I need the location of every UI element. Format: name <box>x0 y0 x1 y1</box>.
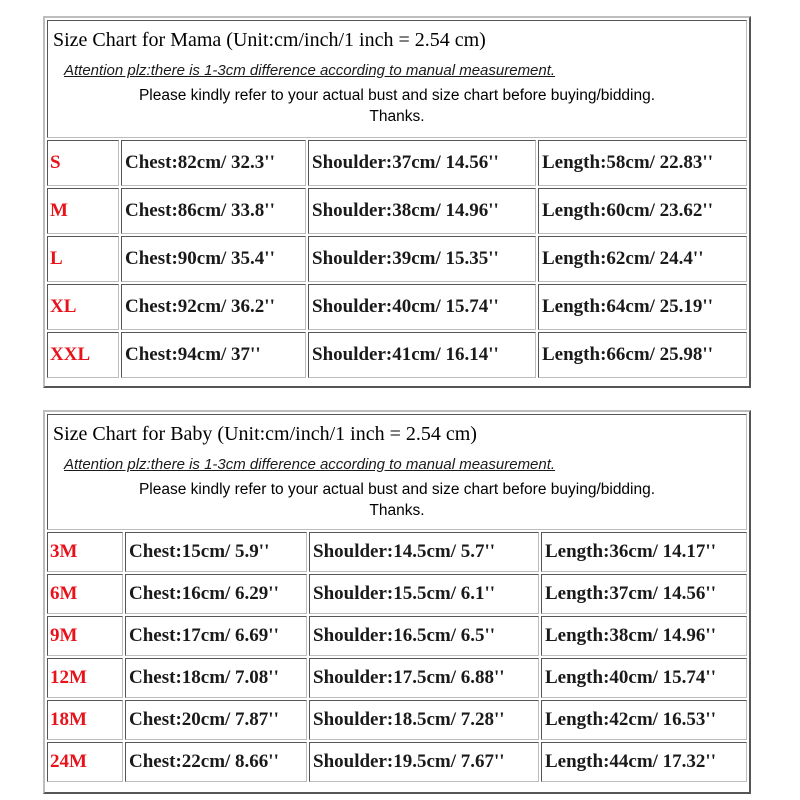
table-row <box>47 236 747 282</box>
size-label: 18M <box>47 700 123 740</box>
mama-note-line2: Thanks. <box>369 108 425 125</box>
length-cell: Length:60cm/ 23.62'' <box>538 188 747 234</box>
baby-chart-title: Size Chart for Baby (Unit:cm/inch/1 inch = 2.54 cm) <box>53 423 477 445</box>
table-row <box>47 532 747 572</box>
baby-note-line1: Please kindly refer to your actual bust and size chart before buying/bidding. <box>138 481 656 498</box>
size-label: S <box>47 140 119 186</box>
length-cell: Length:66cm/ 25.98'' <box>538 332 747 378</box>
length-cell: Length:58cm/ 22.83'' <box>538 140 747 186</box>
length-cell: Length:37cm/ 14.56'' <box>541 574 747 614</box>
table-row <box>47 140 747 186</box>
shoulder-cell: Shoulder:18.5cm/ 7.28'' <box>309 700 539 740</box>
mama-chart-header <box>47 20 747 138</box>
chest-cell: Chest:15cm/ 5.9'' <box>125 532 307 572</box>
mama-chart-title: Size Chart for Mama (Unit:cm/inch/1 inch = 2.54 cm) <box>53 29 486 51</box>
table-row <box>47 188 747 234</box>
table-row <box>47 332 747 378</box>
size-label: 12M <box>47 658 123 698</box>
length-cell: Length:64cm/ 25.19'' <box>538 284 747 330</box>
baby-note-line2: Thanks. <box>369 502 425 519</box>
mama-note-line1: Please kindly refer to your actual bust and size chart before buying/bidding. <box>138 87 656 104</box>
shoulder-cell: Shoulder:15.5cm/ 6.1'' <box>309 574 539 614</box>
size-label: 9M <box>47 616 123 656</box>
table-row <box>47 700 747 740</box>
size-label: 3M <box>47 532 123 572</box>
baby-size-chart <box>43 410 751 794</box>
shoulder-cell: Shoulder:40cm/ 15.74'' <box>308 284 536 330</box>
chest-cell: Chest:20cm/ 7.87'' <box>125 700 307 740</box>
chest-cell: Chest:17cm/ 6.69'' <box>125 616 307 656</box>
mama-attention-note: Attention plz:there is 1-3cm difference according to manual measurement. <box>64 62 556 79</box>
mama-size-chart <box>43 16 751 388</box>
shoulder-cell: Shoulder:17.5cm/ 6.88'' <box>309 658 539 698</box>
shoulder-cell: Shoulder:38cm/ 14.96'' <box>308 188 536 234</box>
table-row <box>47 658 747 698</box>
size-label: L <box>47 236 119 282</box>
table-row <box>47 574 747 614</box>
table-row <box>47 284 747 330</box>
chest-cell: Chest:16cm/ 6.29'' <box>125 574 307 614</box>
table-row <box>47 616 747 656</box>
baby-size-table <box>45 530 749 784</box>
size-label: XL <box>47 284 119 330</box>
baby-attention-note: Attention plz:there is 1-3cm difference according to manual measurement. <box>64 456 556 473</box>
length-cell: Length:38cm/ 14.96'' <box>541 616 747 656</box>
shoulder-cell: Shoulder:14.5cm/ 5.7'' <box>309 532 539 572</box>
length-cell: Length:42cm/ 16.53'' <box>541 700 747 740</box>
chest-cell: Chest:90cm/ 35.4'' <box>121 236 306 282</box>
chest-cell: Chest:18cm/ 7.08'' <box>125 658 307 698</box>
length-cell: Length:36cm/ 14.17'' <box>541 532 747 572</box>
size-label: 24M <box>47 742 123 782</box>
shoulder-cell: Shoulder:37cm/ 14.56'' <box>308 140 536 186</box>
chest-cell: Chest:22cm/ 8.66'' <box>125 742 307 782</box>
shoulder-cell: Shoulder:16.5cm/ 6.5'' <box>309 616 539 656</box>
size-label: 6M <box>47 574 123 614</box>
table-row <box>47 742 747 782</box>
baby-chart-header <box>47 414 747 530</box>
mama-size-table <box>45 138 749 380</box>
shoulder-cell: Shoulder:39cm/ 15.35'' <box>308 236 536 282</box>
chest-cell: Chest:82cm/ 32.3'' <box>121 140 306 186</box>
length-cell: Length:40cm/ 15.74'' <box>541 658 747 698</box>
shoulder-cell: Shoulder:19.5cm/ 7.67'' <box>309 742 539 782</box>
length-cell: Length:62cm/ 24.4'' <box>538 236 747 282</box>
size-label: XXL <box>47 332 119 378</box>
mama-buying-note <box>48 85 746 127</box>
shoulder-cell: Shoulder:41cm/ 16.14'' <box>308 332 536 378</box>
baby-buying-note <box>48 479 746 521</box>
chest-cell: Chest:92cm/ 36.2'' <box>121 284 306 330</box>
size-label: M <box>47 188 119 234</box>
chest-cell: Chest:94cm/ 37'' <box>121 332 306 378</box>
chest-cell: Chest:86cm/ 33.8'' <box>121 188 306 234</box>
length-cell: Length:44cm/ 17.32'' <box>541 742 747 782</box>
